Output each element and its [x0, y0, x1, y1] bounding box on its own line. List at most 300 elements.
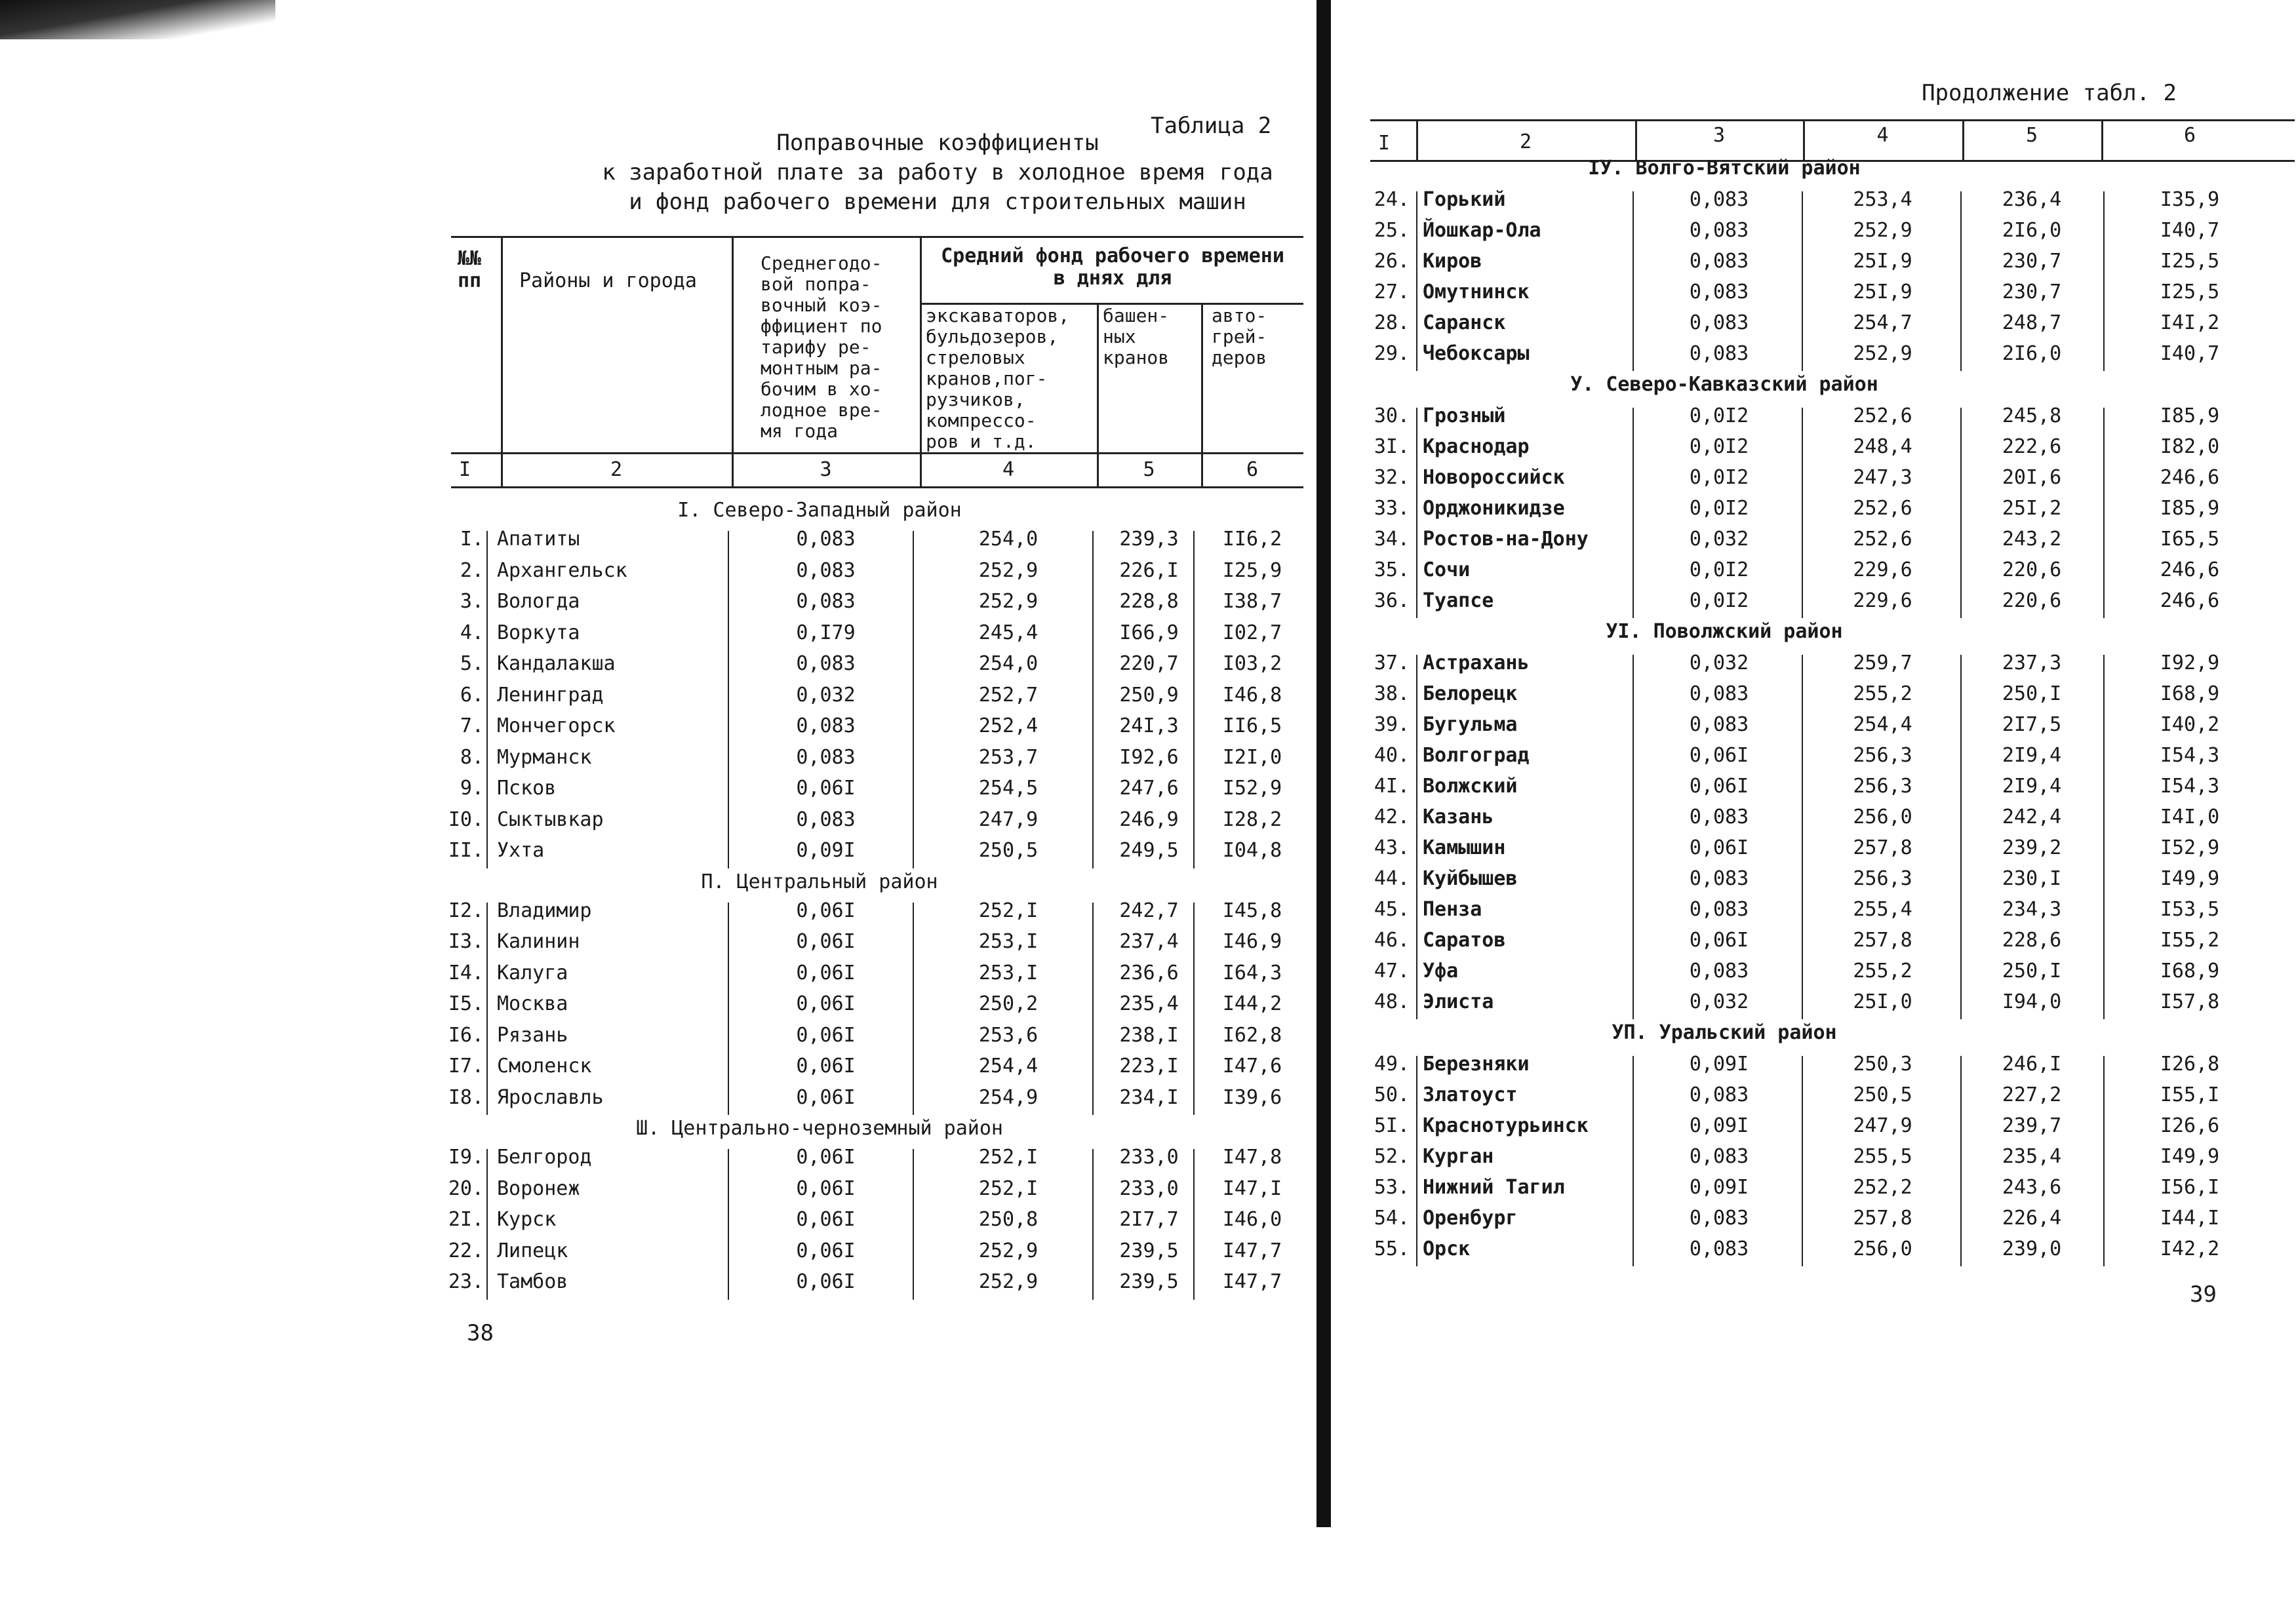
value-col-3: 0,083 — [1689, 960, 1749, 983]
value-col-4: 248,4 — [1853, 435, 1912, 458]
value-col-6: I64,3 — [1222, 961, 1282, 984]
row-number: 27. — [1374, 281, 1410, 303]
value-col-6: I26,6 — [2160, 1114, 2220, 1137]
city-name: Калинин — [497, 930, 580, 953]
value-col-3: 0,083 — [1689, 867, 1749, 890]
row-number: I4. — [448, 961, 484, 984]
value-col-5: 236,6 — [1119, 961, 1179, 984]
value-col-3: 0,083 — [1689, 281, 1749, 303]
value-col-4: 253,6 — [978, 1023, 1039, 1047]
value-col-6: I25,5 — [2160, 281, 2220, 303]
value-col-6: I40,7 — [2160, 342, 2220, 365]
value-col-6: I62,8 — [1222, 1023, 1282, 1047]
row-number: 44. — [1374, 867, 1410, 890]
row-number: 39. — [1374, 713, 1410, 736]
row-number: 52. — [1374, 1145, 1410, 1168]
value-col-6: I44,2 — [1222, 992, 1282, 1015]
value-col-5: 220,6 — [2002, 589, 2062, 612]
column-rule — [1960, 191, 1962, 371]
value-col-5: 239,7 — [2002, 1114, 2062, 1137]
value-col-4: 257,8 — [1853, 836, 1912, 859]
row-number: 23. — [448, 1270, 484, 1293]
column-rule — [1633, 655, 1634, 1019]
row-number: 9. — [460, 777, 484, 800]
row-number: 25. — [1374, 219, 1410, 242]
value-col-5: 236,4 — [2002, 188, 2062, 211]
value-col-6: I45,8 — [1222, 899, 1282, 922]
value-col-4: 254,4 — [1853, 713, 1912, 736]
value-col-3: 0,083 — [1689, 219, 1749, 242]
value-col-6: I55,I — [2160, 1083, 2220, 1106]
section-title: IУ. Волго-Вятский район — [1588, 157, 1861, 180]
value-col-5: 24I,3 — [1119, 714, 1179, 737]
city-name: Кандалакша — [497, 652, 616, 675]
city-name: Москва — [497, 992, 568, 1015]
value-col-3: 0,0I2 — [1689, 497, 1749, 520]
column-rule — [2103, 655, 2105, 1019]
r-colnum-2: 2 — [1519, 130, 1532, 153]
title-line-1: Поправочные коэффициенты — [776, 130, 1099, 156]
value-col-4: 256,3 — [1853, 744, 1912, 767]
value-col-6: I44,I — [2160, 1207, 2220, 1230]
city-name: Волжский — [1423, 775, 1518, 798]
column-rule — [728, 1149, 729, 1300]
column-rule — [1092, 1149, 1094, 1300]
value-col-6: I56,I — [2160, 1176, 2220, 1199]
value-col-4: 255,2 — [1853, 960, 1912, 983]
value-col-3: 0,06I — [796, 1146, 856, 1169]
value-col-5: 235,4 — [2002, 1145, 2062, 1168]
column-rule — [486, 903, 488, 1116]
value-col-6: I4I,0 — [2160, 806, 2220, 828]
value-col-3: 0,083 — [1689, 1207, 1749, 1230]
value-col-5: 2I6,0 — [2002, 219, 2062, 242]
value-col-4: 256,3 — [1853, 775, 1912, 798]
column-rule — [728, 903, 729, 1116]
value-col-3: 0,09I — [1689, 1176, 1749, 1199]
section-title: У. Северо-Кавказский район — [1570, 373, 1878, 396]
value-col-6: I2I,0 — [1222, 745, 1282, 769]
value-col-4: 254,9 — [978, 1085, 1039, 1109]
row-number: 36. — [1374, 589, 1410, 612]
value-col-5: 242,4 — [2002, 806, 2062, 828]
value-col-5: 228,8 — [1119, 590, 1179, 613]
row-number: 49. — [1374, 1053, 1410, 1076]
value-col-3: 0,032 — [1689, 652, 1749, 674]
header-top-rule — [451, 236, 1303, 238]
header-graders: авто- грей- деров — [1212, 305, 1267, 368]
city-name: Элиста — [1423, 990, 1494, 1013]
value-col-3: 0,0I2 — [1689, 435, 1749, 458]
value-col-3: 0,0I2 — [1689, 589, 1749, 612]
colnum-1: I — [459, 458, 471, 481]
value-col-3: 0,083 — [1689, 250, 1749, 273]
value-col-3: 0,I79 — [796, 621, 856, 644]
section-title: П. Центральный район — [701, 870, 938, 893]
value-col-6: I65,5 — [2160, 528, 2220, 551]
city-name: Горький — [1423, 188, 1506, 211]
value-col-6: I25,9 — [1222, 558, 1282, 582]
header-num: №№ пп — [458, 247, 482, 292]
value-col-6: 246,6 — [2160, 466, 2220, 489]
value-col-3: 0,06I — [796, 930, 856, 953]
section-title: УП. Уральский район — [1612, 1021, 1837, 1044]
row-number: I9. — [448, 1146, 484, 1169]
row-number: 7. — [460, 714, 484, 737]
row-number: 5. — [460, 652, 484, 675]
city-name: Белгород — [497, 1146, 592, 1169]
column-rule — [486, 531, 488, 868]
column-rule — [2103, 1056, 2105, 1266]
value-col-4: 247,3 — [1853, 466, 1912, 489]
column-rule — [2103, 191, 2105, 371]
value-col-3: 0,06I — [796, 992, 856, 1015]
book-spine — [1316, 0, 1331, 1527]
city-name: Воронеж — [497, 1177, 580, 1200]
value-col-6: I54,3 — [2160, 744, 2220, 767]
city-name: Орджоникидзе — [1423, 497, 1565, 520]
value-col-4: 254,7 — [1853, 311, 1912, 334]
city-name: Березняки — [1423, 1053, 1530, 1076]
value-col-5: 25I,2 — [2002, 497, 2062, 520]
value-col-5: 227,2 — [2002, 1083, 2062, 1106]
city-name: Белорецк — [1423, 682, 1518, 705]
value-col-6: I26,8 — [2160, 1053, 2220, 1076]
r-colnum-3: 3 — [1712, 124, 1726, 147]
value-col-6: I49,9 — [2160, 867, 2220, 890]
value-col-6: I52,9 — [1222, 777, 1282, 800]
value-col-5: 248,7 — [2002, 311, 2062, 334]
header-coef: Среднегодо- вой попра- вочный коэ- ффициент по тарифу ре- монтным ра- бочим в хо- лодное вре- мя года — [761, 252, 882, 442]
value-col-5: 238,I — [1119, 1023, 1179, 1047]
column-rule — [1193, 903, 1195, 1116]
value-col-5: 230,I — [2002, 867, 2062, 890]
row-number: 28. — [1374, 311, 1410, 334]
value-col-4: 252,9 — [978, 590, 1039, 613]
value-col-3: 0,06I — [796, 1085, 856, 1109]
city-name: Архангельск — [497, 558, 627, 582]
value-col-4: 256,3 — [1853, 867, 1912, 890]
value-col-3: 0,083 — [1689, 713, 1749, 736]
row-number: 22. — [448, 1239, 484, 1262]
value-col-3: 0,032 — [1689, 528, 1749, 551]
column-rule — [1416, 1056, 1417, 1266]
city-name: Краснотурьинск — [1423, 1114, 1589, 1137]
column-rule — [1092, 531, 1094, 868]
value-col-3: 0,083 — [796, 652, 856, 675]
city-name: Уфа — [1423, 960, 1459, 983]
column-rule — [1960, 655, 1962, 1019]
city-name: Владимир — [497, 899, 592, 922]
value-col-6: I46,0 — [1222, 1208, 1282, 1231]
value-col-4: 250,5 — [1853, 1083, 1912, 1106]
value-col-5: I94,0 — [2002, 990, 2062, 1013]
city-name: Сыктывкар — [497, 808, 604, 831]
city-name: Бугульма — [1423, 713, 1518, 736]
value-col-4: 254,5 — [978, 777, 1039, 800]
column-rule — [1633, 1056, 1634, 1266]
row-number: 32. — [1374, 466, 1410, 489]
value-col-3: 0,083 — [796, 808, 856, 831]
column-rule — [2103, 408, 2105, 618]
value-col-5: 239,5 — [1119, 1270, 1179, 1293]
value-col-3: 0,06I — [796, 1023, 856, 1047]
city-name: Чебоксары — [1423, 342, 1530, 365]
row-number: 35. — [1374, 558, 1410, 581]
row-number: 46. — [1374, 929, 1410, 952]
row-number: 53. — [1374, 1176, 1410, 1199]
row-number: 42. — [1374, 806, 1410, 828]
row-number: 20. — [448, 1177, 484, 1200]
column-rule — [1960, 408, 1962, 618]
value-col-5: 226,4 — [2002, 1207, 2062, 1230]
city-name: Воркута — [497, 621, 580, 644]
city-name: Курган — [1423, 1145, 1494, 1168]
colnum-6: 6 — [1246, 458, 1259, 481]
value-col-5: 250,9 — [1119, 683, 1179, 707]
row-number: 40. — [1374, 744, 1410, 767]
value-col-6: I47,6 — [1222, 1055, 1282, 1078]
value-col-6: I02,7 — [1222, 621, 1282, 644]
value-col-3: 0,06I — [796, 1270, 856, 1293]
value-col-5: 243,2 — [2002, 528, 2062, 551]
value-col-4: 252,4 — [978, 714, 1039, 737]
r-colnum-6: 6 — [2183, 124, 2196, 147]
value-col-4: 247,9 — [978, 808, 1039, 831]
value-col-6: I68,9 — [2160, 960, 2220, 983]
right-header-top-rule — [1370, 119, 2295, 121]
header-excavators: экскаваторов, бульдозеров, стреловых кранов,пог- рузчиков, компрессо- ров и т.д. — [926, 305, 1070, 452]
column-rule — [1092, 903, 1094, 1116]
row-number: 48. — [1374, 990, 1410, 1013]
city-name: Мурманск — [497, 745, 592, 769]
colnum-4: 4 — [1002, 458, 1015, 481]
city-name: Мончегорск — [497, 714, 616, 737]
value-col-6: I28,2 — [1222, 808, 1282, 831]
row-number: 38. — [1374, 682, 1410, 705]
value-col-3: 0,06I — [796, 1055, 856, 1078]
value-col-6: I54,3 — [2160, 775, 2220, 798]
row-number: 2. — [460, 558, 484, 582]
value-col-4: 247,9 — [1853, 1114, 1912, 1137]
city-name: Казань — [1423, 806, 1494, 828]
value-col-4: 250,5 — [978, 839, 1039, 862]
value-col-5: 2I7,5 — [2002, 713, 2062, 736]
value-col-5: 243,6 — [2002, 1176, 2062, 1199]
value-col-6: I38,7 — [1222, 590, 1282, 613]
city-name: Туапсе — [1423, 589, 1494, 612]
city-name: Рязань — [497, 1023, 568, 1047]
value-col-5: 2I9,4 — [2002, 775, 2062, 798]
city-name: Вологда — [497, 590, 580, 613]
value-col-4: 253,7 — [978, 745, 1039, 769]
value-col-4: 252,9 — [978, 1239, 1039, 1262]
city-name: Омутнинск — [1423, 281, 1530, 303]
column-rule — [1802, 191, 1803, 371]
value-col-4: 255,2 — [1853, 682, 1912, 705]
colnum-3: 3 — [820, 458, 832, 481]
value-col-4: 254,0 — [978, 652, 1039, 675]
value-col-3: 0,06I — [796, 899, 856, 922]
row-number: 54. — [1374, 1207, 1410, 1230]
value-col-6: I47,7 — [1222, 1270, 1282, 1293]
city-name: Златоуст — [1423, 1083, 1518, 1106]
column-rule — [913, 1149, 914, 1300]
value-col-5: 246,9 — [1119, 808, 1179, 831]
value-col-6: I40,7 — [2160, 219, 2220, 242]
city-name: Оренбург — [1423, 1207, 1518, 1230]
value-col-4: 245,4 — [978, 621, 1039, 644]
city-name: Киров — [1423, 250, 1482, 273]
value-col-3: 0,083 — [796, 745, 856, 769]
row-number: 33. — [1374, 497, 1410, 520]
row-number: 30. — [1374, 404, 1410, 427]
value-col-4: 252,6 — [1853, 528, 1912, 551]
city-name: Ухта — [497, 839, 545, 862]
continuation-label: Продолжение табл. 2 — [1922, 80, 2177, 106]
column-rule — [913, 903, 914, 1116]
value-col-3: 0,032 — [1689, 990, 1749, 1013]
value-col-6: I47,I — [1222, 1177, 1282, 1200]
value-col-6: I53,5 — [2160, 898, 2220, 921]
value-col-5: 239,2 — [2002, 836, 2062, 859]
row-number: 4I. — [1374, 775, 1410, 798]
city-name: Сочи — [1423, 558, 1471, 581]
table-label: Таблица 2 — [1151, 113, 1272, 139]
column-rule — [1802, 408, 1803, 618]
row-number: 43. — [1374, 836, 1410, 859]
value-col-6: I47,8 — [1222, 1146, 1282, 1169]
city-name: Курск — [497, 1208, 557, 1231]
value-col-3: 0,083 — [1689, 1145, 1749, 1168]
value-col-4: 250,2 — [978, 992, 1039, 1015]
value-col-5: 223,I — [1119, 1055, 1179, 1078]
value-col-4: 250,3 — [1853, 1053, 1912, 1076]
column-rule — [1802, 1056, 1803, 1266]
value-col-6: I85,9 — [2160, 404, 2220, 427]
value-col-6: I4I,2 — [2160, 311, 2220, 334]
value-col-5: 237,3 — [2002, 652, 2062, 674]
title-line-3: и фонд рабочего времени для строительных машин — [629, 189, 1246, 215]
value-col-5: 247,6 — [1119, 777, 1179, 800]
column-rule — [1633, 191, 1634, 371]
value-col-4: 255,5 — [1853, 1145, 1912, 1168]
value-col-3: 0,0I2 — [1689, 558, 1749, 581]
value-col-4: 252,I — [978, 899, 1039, 922]
row-number: I0. — [448, 808, 484, 831]
row-number: I5. — [448, 992, 484, 1015]
colnum-2: 2 — [610, 458, 623, 481]
value-col-3: 0,06I — [1689, 929, 1749, 952]
value-col-4: 252,9 — [1853, 219, 1912, 242]
value-col-5: 250,I — [2002, 960, 2062, 983]
value-col-6: 246,6 — [2160, 558, 2220, 581]
value-col-3: 0,032 — [796, 683, 856, 707]
row-number: 26. — [1374, 250, 1410, 273]
city-name: Йошкар-Ола — [1423, 219, 1541, 242]
value-col-6: II6,5 — [1222, 714, 1282, 737]
city-name: Камышин — [1423, 836, 1506, 859]
value-col-4: 257,8 — [1853, 929, 1912, 952]
value-col-3: 0,06I — [796, 777, 856, 800]
value-col-3: 0,083 — [1689, 311, 1749, 334]
value-col-6: I52,9 — [2160, 836, 2220, 859]
value-col-5: I92,6 — [1119, 745, 1179, 769]
value-col-4: 252,I — [978, 1177, 1039, 1200]
value-col-5: 230,7 — [2002, 250, 2062, 273]
colnum-rule — [451, 486, 1303, 488]
value-col-4: 252,2 — [1853, 1176, 1912, 1199]
header-divider — [732, 237, 734, 486]
value-col-4: 25I,0 — [1853, 990, 1912, 1013]
row-number: I. — [460, 528, 484, 551]
value-col-3: 0,06I — [796, 961, 856, 984]
value-col-6: I85,9 — [2160, 497, 2220, 520]
value-col-4: 259,7 — [1853, 652, 1912, 674]
row-number: I8. — [448, 1085, 484, 1109]
city-name: Саратов — [1423, 929, 1506, 952]
value-col-5: 246,I — [2002, 1053, 2062, 1076]
title-line-2: к заработной плате за работу в холодное время года — [602, 159, 1273, 185]
row-number: 8. — [460, 745, 484, 769]
value-col-3: 0,083 — [796, 590, 856, 613]
value-col-5: 2I9,4 — [2002, 744, 2062, 767]
value-col-6: I92,9 — [2160, 652, 2220, 674]
value-col-5: 233,0 — [1119, 1177, 1179, 1200]
value-col-3: 0,06I — [1689, 775, 1749, 798]
value-col-3: 0,083 — [1689, 188, 1749, 211]
city-name: Грозный — [1423, 404, 1506, 427]
value-col-5: 242,7 — [1119, 899, 1179, 922]
value-col-6: I46,9 — [1222, 930, 1282, 953]
column-rule — [913, 531, 914, 868]
city-name: Краснодар — [1423, 435, 1530, 458]
value-col-6: I47,7 — [1222, 1239, 1282, 1262]
value-col-5: I66,9 — [1119, 621, 1179, 644]
value-col-4: 229,6 — [1853, 558, 1912, 581]
city-name: Смоленск — [497, 1055, 592, 1078]
city-name: Куйбышев — [1423, 867, 1518, 890]
value-col-4: 256,0 — [1853, 806, 1912, 828]
city-name: Апатиты — [497, 528, 580, 551]
row-number: 24. — [1374, 188, 1410, 211]
value-col-4: 25I,9 — [1853, 281, 1912, 303]
value-col-3: 0,083 — [1689, 898, 1749, 921]
r-colnum-5: 5 — [2025, 124, 2038, 147]
value-col-4: 257,8 — [1853, 1207, 1912, 1230]
value-col-5: 220,7 — [1119, 652, 1179, 675]
value-col-4: 252,7 — [978, 683, 1039, 707]
value-col-4: 254,4 — [978, 1055, 1039, 1078]
value-col-4: 25I,9 — [1853, 250, 1912, 273]
header-divider — [501, 237, 503, 486]
city-name: Орск — [1423, 1237, 1471, 1260]
value-col-4: 254,0 — [978, 528, 1039, 551]
row-number: I6. — [448, 1023, 484, 1047]
value-col-3: 0,083 — [1689, 1237, 1749, 1260]
value-col-4: 253,I — [978, 961, 1039, 984]
value-col-6: I57,8 — [2160, 990, 2220, 1013]
column-rule — [1193, 1149, 1195, 1300]
row-number: 55. — [1374, 1237, 1410, 1260]
value-col-3: 0,083 — [1689, 342, 1749, 365]
city-name: Ленинград — [497, 683, 604, 707]
value-col-3: 0,09I — [796, 839, 856, 862]
column-rule — [1416, 655, 1417, 1019]
city-name: Нижний Тагил — [1423, 1176, 1565, 1199]
value-col-6: I42,2 — [2160, 1237, 2220, 1260]
value-col-5: 234,I — [1119, 1085, 1179, 1109]
